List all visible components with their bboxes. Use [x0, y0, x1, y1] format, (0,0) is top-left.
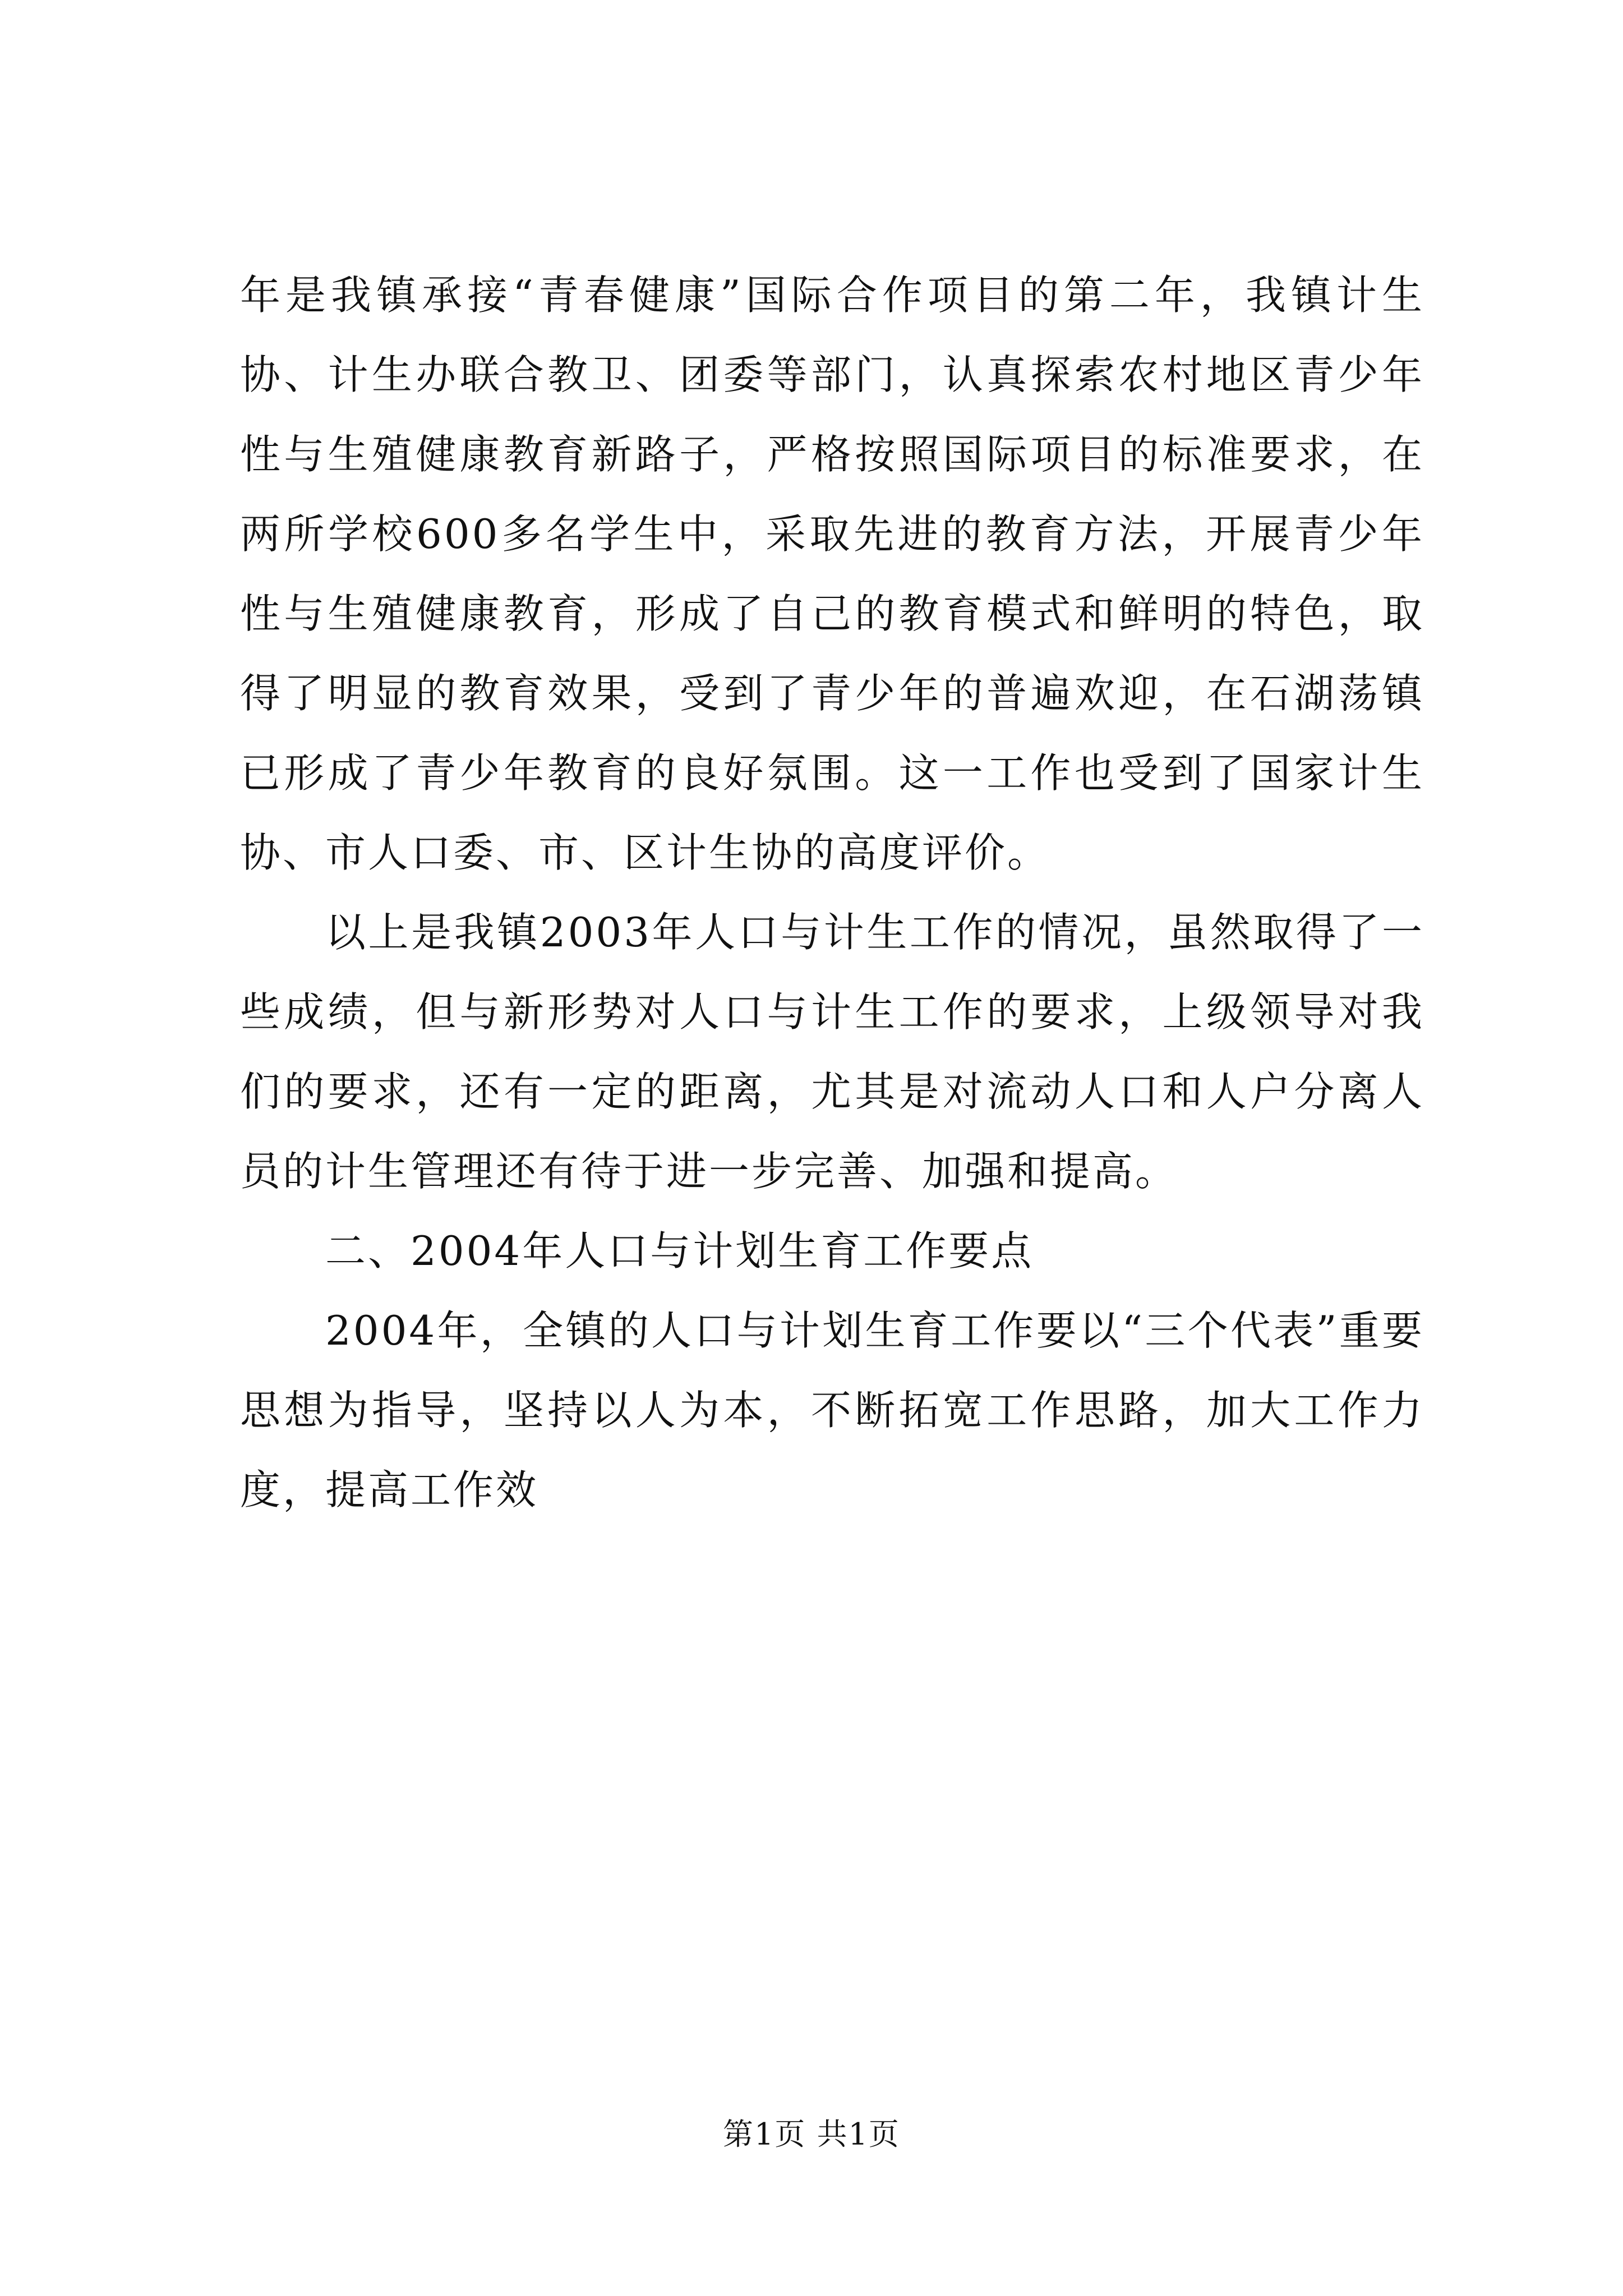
paragraph-2004-guidance: 2004年，全镇的人口与计划生育工作要以“三个代表”重要思想为指导，坚持以人为本，不断拓宽工作思路，加大工作力度，提高工作效: [240, 1307, 1424, 1513]
paragraph-youth-health-project: 年是我镇承接“青春健康”国际合作项目的第二年，我镇计生协、计生办联合教卫、团委等部门，认真探索农村地区青少年性与生殖健康教育新路子，严格按照国际项目的标准要求，在两所学校600多名学生中，采取先进的教育方法，开展青少年性与生殖健康教育，形成了自己的教育模式和鲜明的特色，取得了明显的教育效果，受到了青少年的普遍欢迎，在石湖荡镇已形成了青少年教育的良好氛围。这一工作也受到了国家计生协、市人口委、市、区计生协的高度评价。: [240, 272, 1424, 876]
paragraph-2003-summary: 以上是我镇2003年人口与计生工作的情况，虽然取得了一些成绩，但与新形势对人口与计生工作的要求，上级领导对我们的要求，还有一定的距离，尤其是对流动人口和人户分离人员的计生管理还有待于进一步完善、加强和提高。: [240, 909, 1424, 1195]
document-body: [240, 255, 1424, 1530]
page-number-footer: 第1页 共1页: [723, 2116, 900, 2152]
section-heading-2004-key-points: 二、2004年人口与计划生育工作要点: [325, 1227, 1034, 1274]
